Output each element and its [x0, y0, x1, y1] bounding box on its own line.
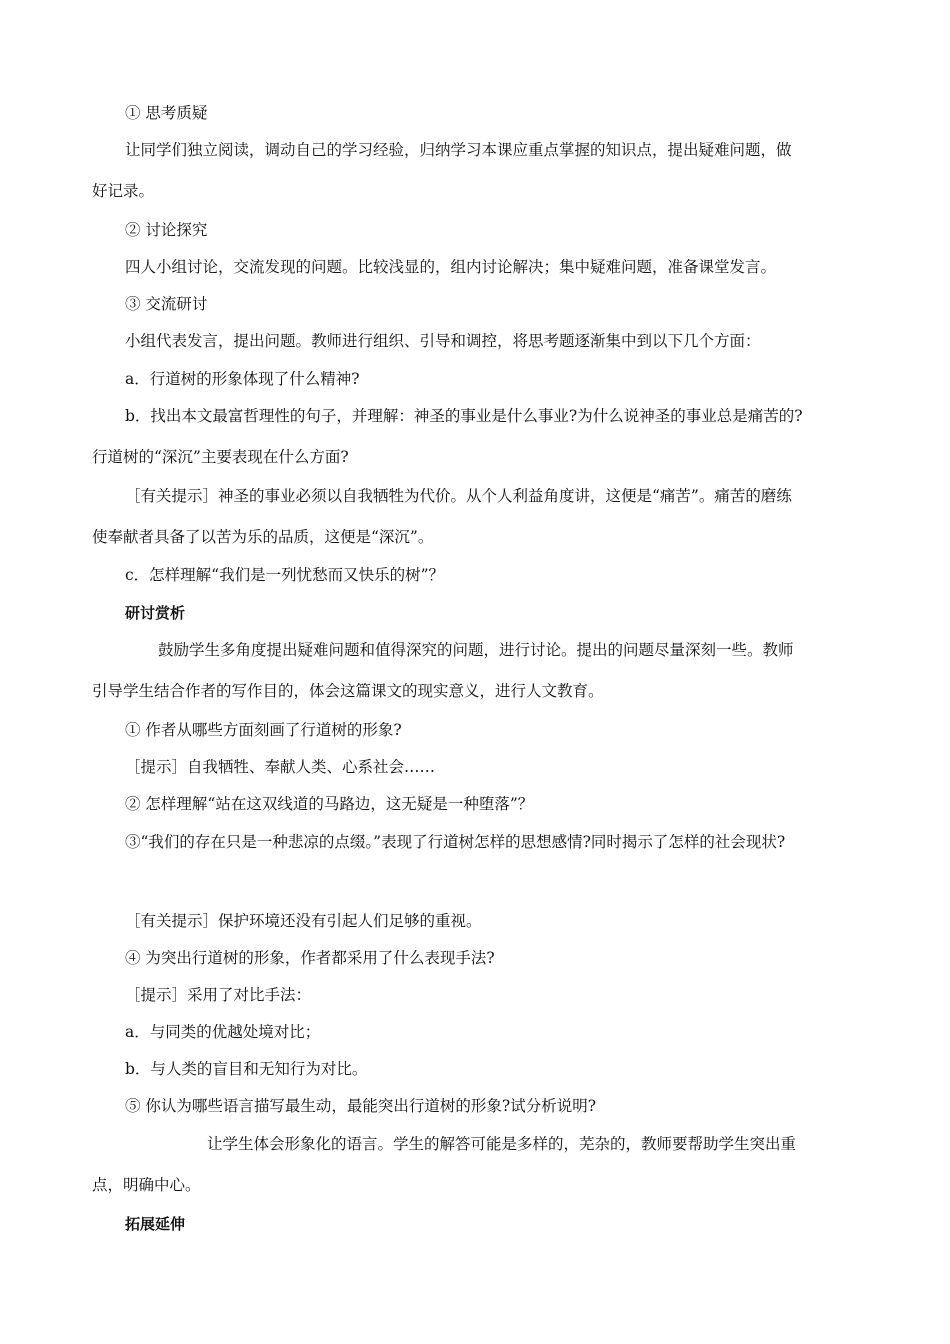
paragraph-line: 让同学们独立阅读，调动自己的学习经验，归纳学习本课应重点掌握的知识点，提出疑难问题，做 — [125, 141, 792, 159]
paragraph-line: 点，明确中心。 — [92, 1176, 201, 1194]
item-thinking-heading: ① 思考质疑 — [125, 104, 208, 122]
hint-line: ［有关提示］保护环境还没有引起人们足够的重视。 — [125, 912, 482, 930]
paragraph-line: 鼓励学生多角度提出疑难问题和值得深究的问题，进行讨论。提出的问题尽量深刻一些。教师 — [158, 641, 794, 659]
list-item: ③“我们的存在只是一种悲凉的点缀。”表现了行道树怎样的思想感情?同时揭示了怎样的社会现状? — [125, 833, 786, 851]
list-item: ② 怎样理解“站在这双线道的马路边，这无疑是一种堕落”？ — [125, 795, 534, 813]
list-item: c．怎样理解“我们是一列忧愁而又快乐的树”？ — [125, 566, 445, 584]
item-discussion-heading: ② 讨论探究 — [125, 221, 208, 239]
list-item: a．与同类的优越处境对比； — [125, 1023, 321, 1041]
paragraph-line: 好记录。 — [92, 182, 155, 200]
list-item: ⑤ 你认为哪些语言描写最生动，最能突出行道树的形象?试分析说明? — [125, 1097, 597, 1115]
paragraph-line: 让学生体会形象化的语言。学生的解答可能是多样的，芜杂的，教师要帮助学生突出重 — [207, 1135, 797, 1153]
list-item: a．行道树的形象体现了什么精神? — [125, 370, 360, 388]
paragraph-line: 行道树的“深沉”主要表现在什么方面? — [92, 448, 349, 466]
hint-line: ［提示］采用了对比手法： — [125, 986, 312, 1004]
list-item: b．与人类的盲目和无知行为对比。 — [125, 1060, 368, 1078]
paragraph-line: 引导学生结合作者的写作目的，体会这篇课文的现实意义，进行人文教育。 — [92, 682, 604, 700]
list-item: b．找出本文最富哲理性的句子，并理解：神圣的事业是什么事业?为什么说神圣的事业总是痛苦的? — [125, 407, 803, 425]
list-item: ④ 为突出行道树的形象，作者都采用了什么表现手法? — [125, 949, 495, 967]
paragraph-line: 小组代表发言，提出问题。教师进行组织、引导和调控，将思考题逐渐集中到以下几个方面： — [125, 332, 761, 350]
list-item: ① 作者从哪些方面刻画了行道树的形象? — [125, 721, 402, 739]
section-heading: 拓展延伸 — [125, 1215, 186, 1233]
hint-line: ［提示］自我牺牲、奉献人类、心系社会…… — [125, 758, 436, 776]
paragraph-line: 四人小组讨论，交流发现的问题。比较浅显的，组内讨论解决；集中疑难问题，准备课堂发言。 — [125, 258, 777, 276]
hint-line: 使奉献者具备了以苦为乐的品质，这便是“深沉”。 — [92, 528, 434, 546]
item-exchange-heading: ③ 交流研讨 — [125, 295, 208, 313]
hint-line: ［有关提示］神圣的事业必须以自我牺牲为代价。从个人利益角度讲，这便是“痛苦”。痛苦的磨练 — [125, 487, 792, 505]
section-heading: 研讨赏析 — [125, 604, 186, 622]
